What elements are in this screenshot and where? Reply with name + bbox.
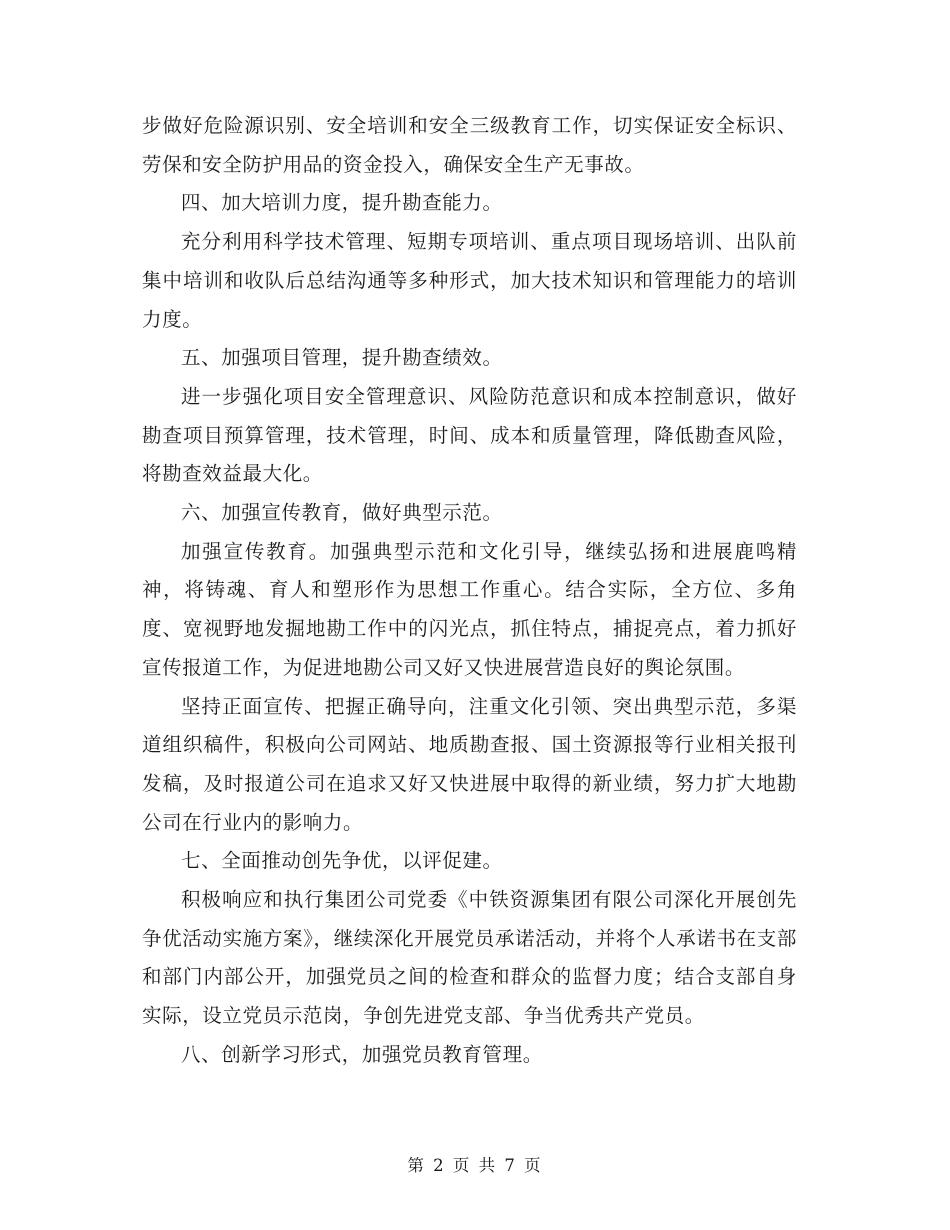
document-body (142, 107, 797, 1075)
paragraph: 积极响应和执行集团公司党委《中铁资源集团有限公司深化开展创先争优活动实施方案》，继续深化开展党员承诺活动，并将个人承诺书在支部和部门内部公开，加强党员之间的检查和群众的监督力度；结合支部自身实际，设立党员示范岗，争创先进党支部、争当优秀共产党员。 (142, 888, 797, 1028)
section-heading: 四、加大培训力度，提升勘查能力。 (181, 191, 503, 215)
section-heading: 八、创新学习形式，加强党员教育管理。 (181, 1042, 543, 1066)
section-heading: 六、加强宣传教育，做好典型示范。 (181, 501, 503, 525)
section-heading: 七、全面推动创先争优，以评促建。 (181, 849, 503, 873)
section-heading: 五、加强项目管理，提升勘查绩效。 (181, 346, 503, 370)
page-number: 第 2 页 共 7 页 (407, 1156, 543, 1175)
paragraph: 坚持正面宣传、把握正确导向，注重文化引领、突出典型示范，多渠道组织稿件，积极向公司网站、地质勘查报、国土资源报等行业相关报刊发稿，及时报道公司在追求又好又快进展中取得的新业绩，努力扩大地勘公司在行业内的影响力。 (142, 694, 797, 834)
paragraph: 充分利用科学技术管理、短期专项培训、重点项目现场培训、出队前集中培训和收队后总结沟通等多种形式，加大技术知识和管理能力的培训力度。 (142, 230, 797, 331)
page-footer (0, 1152, 950, 1176)
paragraph: 进一步强化项目安全管理意识、风险防范意识和成本控制意识，做好勘查项目预算管理，技术管理，时间、成本和质量管理，降低勘查风险，将勘查效益最大化。 (142, 384, 797, 486)
paragraph: 步做好危险源识别、安全培训和安全三级教育工作，切实保证安全标识、劳保和安全防护用品的资金投入，确保安全生产无事故。 (142, 114, 797, 176)
paragraph: 加强宣传教育。加强典型示范和文化引导，继续弘扬和进展鹿鸣精神，将铸魂、育人和塑形作为思想工作重心。结合实际，全方位、多角度、宽视野地发掘地勘工作中的闪光点，抓住特点，捕捉亮点，着力抓好宣传报道工作，为促进地勘公司又好又快进展营造良好的舆论氛围。 (142, 539, 797, 679)
